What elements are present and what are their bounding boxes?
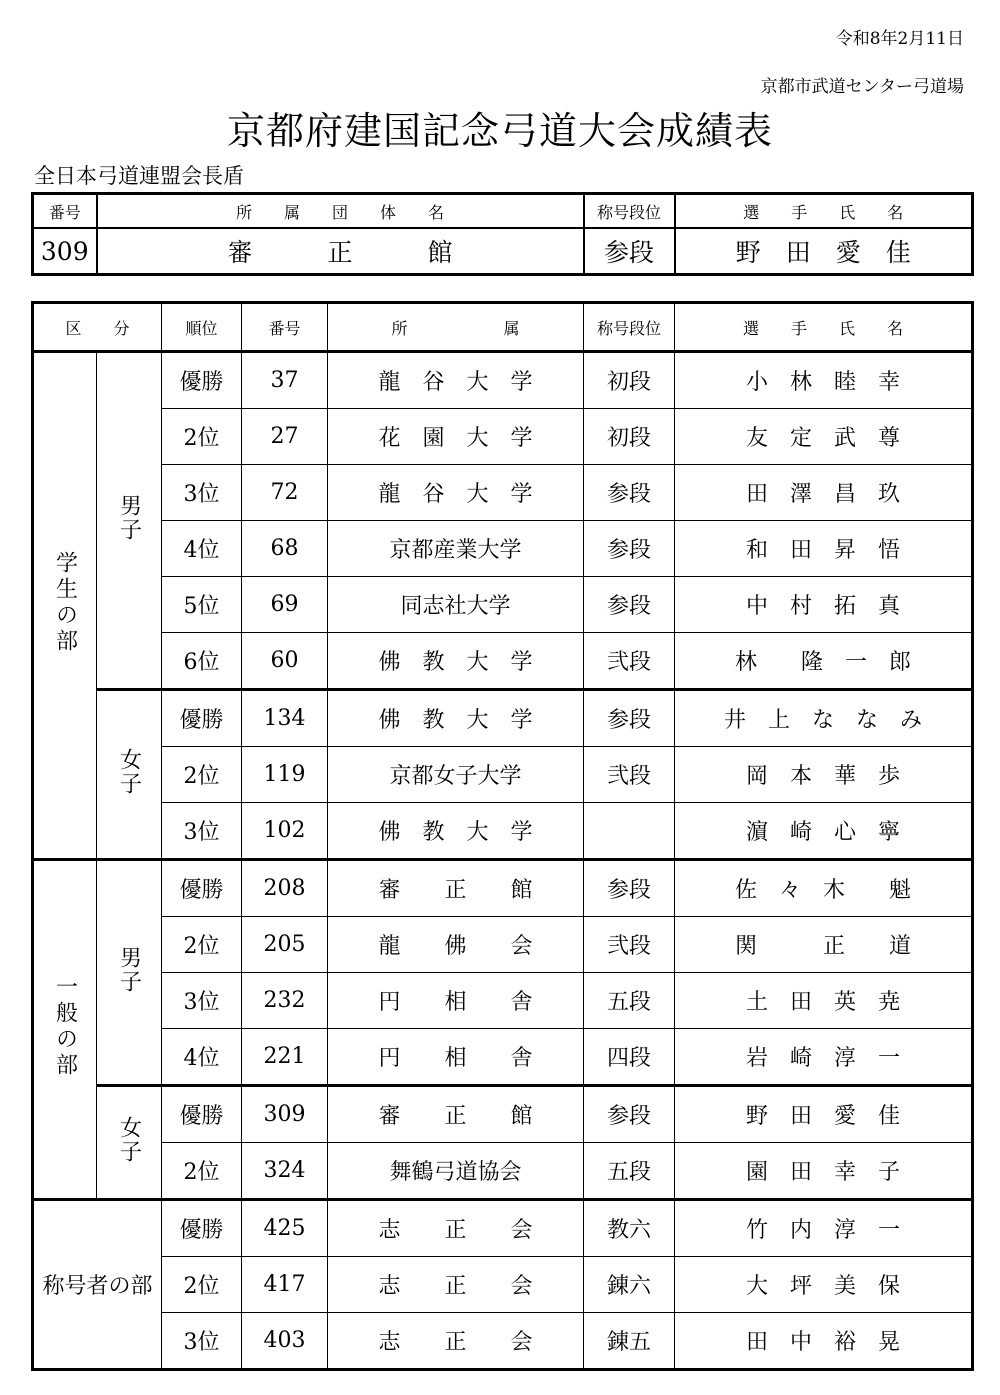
place: 優勝	[162, 1200, 242, 1257]
athlete-name: 岡 本 華 歩	[675, 747, 973, 803]
header-affiliation: 所 属 団 体 名	[97, 194, 584, 229]
athlete-name: 井 上 な な み	[675, 690, 973, 747]
rank: 弐段	[584, 917, 675, 973]
rank: 初段	[584, 352, 675, 409]
rank: 錬五	[584, 1313, 675, 1370]
page-title: 京都府建国記念弓道大会成績表	[226, 109, 773, 153]
division-student: 学生の部	[33, 352, 97, 860]
division-titled: 称号者の部	[33, 1200, 162, 1370]
affiliation: 舞鶴弓道協会	[328, 1143, 584, 1200]
athlete-name: 田 澤 昌 玖	[675, 465, 973, 521]
place: 3位	[162, 803, 242, 860]
entry-number: 68	[242, 521, 328, 577]
table-row	[33, 690, 973, 747]
place: 3位	[162, 973, 242, 1029]
rank: 初段	[584, 409, 675, 465]
affiliation: 京都産業大学	[328, 521, 584, 577]
athlete-name: 和 田 昇 悟	[675, 521, 973, 577]
place: 優勝	[162, 860, 242, 917]
table-row	[33, 1257, 973, 1313]
place: 2位	[162, 1257, 242, 1313]
affiliation: 龍 谷 大 学	[328, 465, 584, 521]
affiliation: 志 正 会	[328, 1313, 584, 1370]
affiliation: 同志社大学	[328, 577, 584, 633]
athlete-name: 佐 々 木 魁	[675, 860, 973, 917]
place: 2位	[162, 747, 242, 803]
affiliation: 京都女子大学	[328, 747, 584, 803]
header-number: 番号	[242, 303, 328, 352]
place: 4位	[162, 521, 242, 577]
affiliation: 花 園 大 学	[328, 409, 584, 465]
affiliation: 円 相 舎	[328, 1029, 584, 1086]
gender-women: 女子	[97, 1086, 162, 1200]
place: 優勝	[162, 352, 242, 409]
entry-number: 425	[242, 1200, 328, 1257]
place: 4位	[162, 1029, 242, 1086]
affiliation: 佛 教 大 学	[328, 690, 584, 747]
place: 3位	[162, 1313, 242, 1370]
athlete-name: 小 林 睦 幸	[675, 352, 973, 409]
table-row	[33, 577, 973, 633]
header-name: 選 手 氏 名	[675, 303, 973, 352]
athlete-name: 中 村 拓 真	[675, 577, 973, 633]
table-row	[33, 1029, 973, 1086]
winner-rank: 参段	[584, 228, 675, 275]
table-row	[33, 409, 973, 465]
affiliation: 志 正 会	[328, 1257, 584, 1313]
athlete-name: 園 田 幸 子	[675, 1143, 973, 1200]
header-affiliation: 所 属	[328, 303, 584, 352]
winner-name: 野 田 愛 佳	[675, 228, 973, 275]
athlete-name: 大 坪 美 保	[675, 1257, 973, 1313]
athlete-name: 田 中 裕 晃	[675, 1313, 973, 1370]
table-row	[33, 465, 973, 521]
athlete-name: 土 田 英 尭	[675, 973, 973, 1029]
affiliation: 志 正 会	[328, 1200, 584, 1257]
table-row	[33, 1143, 973, 1200]
athlete-name: 竹 内 淳 一	[675, 1200, 973, 1257]
athlete-name: 濵 崎 心 寧	[675, 803, 973, 860]
place: 2位	[162, 409, 242, 465]
gender-women: 女子	[97, 690, 162, 860]
results-header-row	[33, 303, 973, 352]
table-row	[33, 352, 973, 409]
place: 5位	[162, 577, 242, 633]
entry-number: 119	[242, 747, 328, 803]
entry-number: 403	[242, 1313, 328, 1370]
place: 優勝	[162, 690, 242, 747]
entry-number: 324	[242, 1143, 328, 1200]
rank: 五段	[584, 1143, 675, 1200]
rank: 五段	[584, 973, 675, 1029]
rank: 参段	[584, 1086, 675, 1143]
entry-number: 232	[242, 973, 328, 1029]
rank: 参段	[584, 465, 675, 521]
rank: 参段	[584, 690, 675, 747]
table-row	[33, 1313, 973, 1370]
rank: 教六	[584, 1200, 675, 1257]
affiliation: 佛 教 大 学	[328, 803, 584, 860]
athlete-name: 林 隆 一 郎	[675, 633, 973, 690]
date-label: 令和8年2月11日	[835, 29, 964, 49]
division-general: 一般の部	[33, 860, 97, 1200]
header-rank: 称号段位	[584, 194, 675, 229]
rank	[584, 803, 675, 860]
entry-number: 205	[242, 917, 328, 973]
table-row	[33, 747, 973, 803]
winner-header-row	[33, 194, 973, 229]
affiliation: 円 相 舎	[328, 973, 584, 1029]
place: 3位	[162, 465, 242, 521]
entry-number: 417	[242, 1257, 328, 1313]
header-place: 順位	[162, 303, 242, 352]
entry-number: 72	[242, 465, 328, 521]
athlete-name: 関 正 道	[675, 917, 973, 973]
rank: 参段	[584, 860, 675, 917]
results-table	[31, 301, 974, 1371]
affiliation: 龍 佛 会	[328, 917, 584, 973]
affiliation: 審 正 館	[328, 860, 584, 917]
entry-number: 60	[242, 633, 328, 690]
rank: 弐段	[584, 633, 675, 690]
table-row	[33, 521, 973, 577]
place: 2位	[162, 917, 242, 973]
athlete-name: 友 定 武 尊	[675, 409, 973, 465]
athlete-name: 岩 崎 淳 一	[675, 1029, 973, 1086]
entry-number: 27	[242, 409, 328, 465]
gender-men: 男子	[97, 352, 162, 690]
entry-number: 309	[242, 1086, 328, 1143]
athlete-name: 野 田 愛 佳	[675, 1086, 973, 1143]
header-number: 番号	[33, 194, 97, 229]
winner-row	[33, 228, 973, 275]
gender-men: 男子	[97, 860, 162, 1086]
table-row	[33, 1200, 973, 1257]
rank: 参段	[584, 577, 675, 633]
place: 優勝	[162, 1086, 242, 1143]
winner-affiliation: 審 正 館	[97, 228, 584, 275]
table-row	[33, 633, 973, 690]
table-row	[33, 1086, 973, 1143]
rank: 弐段	[584, 747, 675, 803]
rank: 四段	[584, 1029, 675, 1086]
rank: 参段	[584, 521, 675, 577]
award-name: 全日本弓道連盟会長盾	[34, 164, 244, 188]
affiliation: 龍 谷 大 学	[328, 352, 584, 409]
rank: 錬六	[584, 1257, 675, 1313]
entry-number: 102	[242, 803, 328, 860]
header-name: 選 手 氏 名	[675, 194, 973, 229]
affiliation: 審 正 館	[328, 1086, 584, 1143]
entry-number: 221	[242, 1029, 328, 1086]
entry-number: 37	[242, 352, 328, 409]
table-row	[33, 803, 973, 860]
place: 2位	[162, 1143, 242, 1200]
venue-label: 京都市武道センター弓道場	[760, 77, 964, 97]
table-row	[33, 917, 973, 973]
entry-number: 208	[242, 860, 328, 917]
affiliation: 佛 教 大 学	[328, 633, 584, 690]
entry-number: 69	[242, 577, 328, 633]
header-division: 区 分	[33, 303, 162, 352]
entry-number: 134	[242, 690, 328, 747]
award-winner-table	[31, 192, 974, 276]
header-rank: 称号段位	[584, 303, 675, 352]
place: 6位	[162, 633, 242, 690]
winner-number: 309	[33, 228, 97, 275]
table-row	[33, 860, 973, 917]
table-row	[33, 973, 973, 1029]
